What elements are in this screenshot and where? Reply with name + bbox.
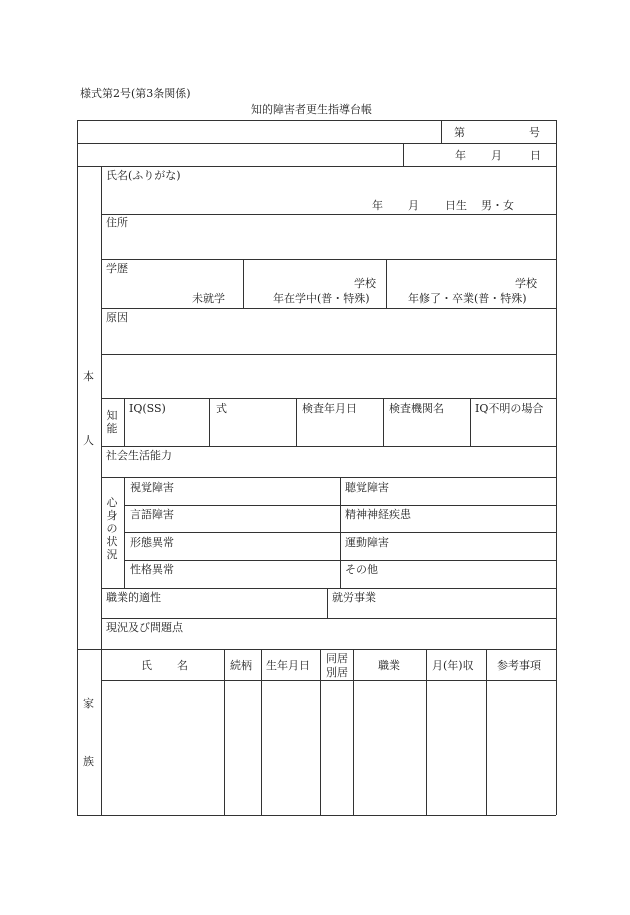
- form-title: 知的障害者更生指導台帳: [251, 103, 372, 116]
- condition-hearing: 聴覚障害: [345, 481, 389, 494]
- family-col-birthdate: 生年月日: [266, 659, 310, 672]
- condition-speech: 言語障害: [130, 508, 174, 521]
- date-month: 月: [491, 149, 502, 162]
- iq-ss-header: IQ(SS): [129, 402, 166, 415]
- family-col-separate: 別居: [326, 666, 348, 679]
- birth-day-suffix: 日生: [445, 199, 467, 212]
- aptitude-label: 職業的適性: [106, 591, 161, 604]
- mind-body-label: 心 身 の 状 況: [106, 496, 118, 561]
- condition-other: その他: [345, 563, 378, 576]
- edu-graduated: 年修了・卒業(普・特殊): [408, 292, 527, 305]
- condition-visual: 視覚障害: [130, 481, 174, 494]
- edu-graduated-school: 学校: [515, 277, 537, 290]
- social-ability-label: 社会生活能力: [106, 449, 172, 462]
- condition-form: 形態異常: [130, 536, 174, 549]
- iq-test-date-header: 検査年月日: [302, 402, 357, 415]
- family-col-income: 月(年)収: [432, 659, 474, 672]
- form-number: 様式第2号(第3条関係): [80, 87, 191, 100]
- birth-year: 年: [372, 199, 383, 212]
- cause-label: 原因: [106, 311, 128, 324]
- name-label: 氏名(ふりがな): [106, 169, 181, 182]
- section-honin-char2: 人: [83, 434, 94, 447]
- number-suffix: 号: [529, 126, 540, 139]
- family-col-relation: 続柄: [230, 659, 252, 672]
- iq-unknown-header: IQ不明の場合: [475, 402, 544, 415]
- employment-label: 就労事業: [332, 591, 376, 604]
- iq-method-header: 式: [216, 402, 227, 415]
- iq-institution-header: 検査機関名: [389, 402, 444, 415]
- edu-not-enrolled: 未就学: [192, 292, 225, 305]
- section-honin-char1: 本: [83, 370, 94, 383]
- intelligence-label: 知 能: [106, 409, 118, 435]
- family-col-name-b: 名: [177, 659, 188, 672]
- date-year: 年: [455, 149, 466, 162]
- condition-motor: 運動障害: [345, 536, 389, 549]
- family-col-notes: 参考事項: [497, 659, 541, 672]
- sex-field: 男・女: [481, 199, 514, 212]
- condition-neuro: 精神神経疾患: [345, 508, 411, 521]
- address-label: 住所: [106, 216, 128, 229]
- date-day: 日: [530, 149, 541, 162]
- condition-personality: 性格異常: [130, 563, 174, 576]
- family-col-name-a: 氏: [141, 659, 152, 672]
- family-col-cohabit: 同居: [326, 652, 348, 665]
- number-prefix: 第: [454, 126, 465, 139]
- edu-enrolled: 年在学中(普・特殊): [273, 292, 370, 305]
- family-col-occupation: 職業: [378, 659, 400, 672]
- birth-month: 月: [408, 199, 419, 212]
- section-family-char1: 家: [83, 697, 94, 710]
- edu-enrolled-school: 学校: [354, 277, 376, 290]
- current-status-label: 現況及び問題点: [106, 621, 183, 634]
- education-label: 学歴: [106, 262, 128, 275]
- section-family-char2: 族: [83, 755, 94, 768]
